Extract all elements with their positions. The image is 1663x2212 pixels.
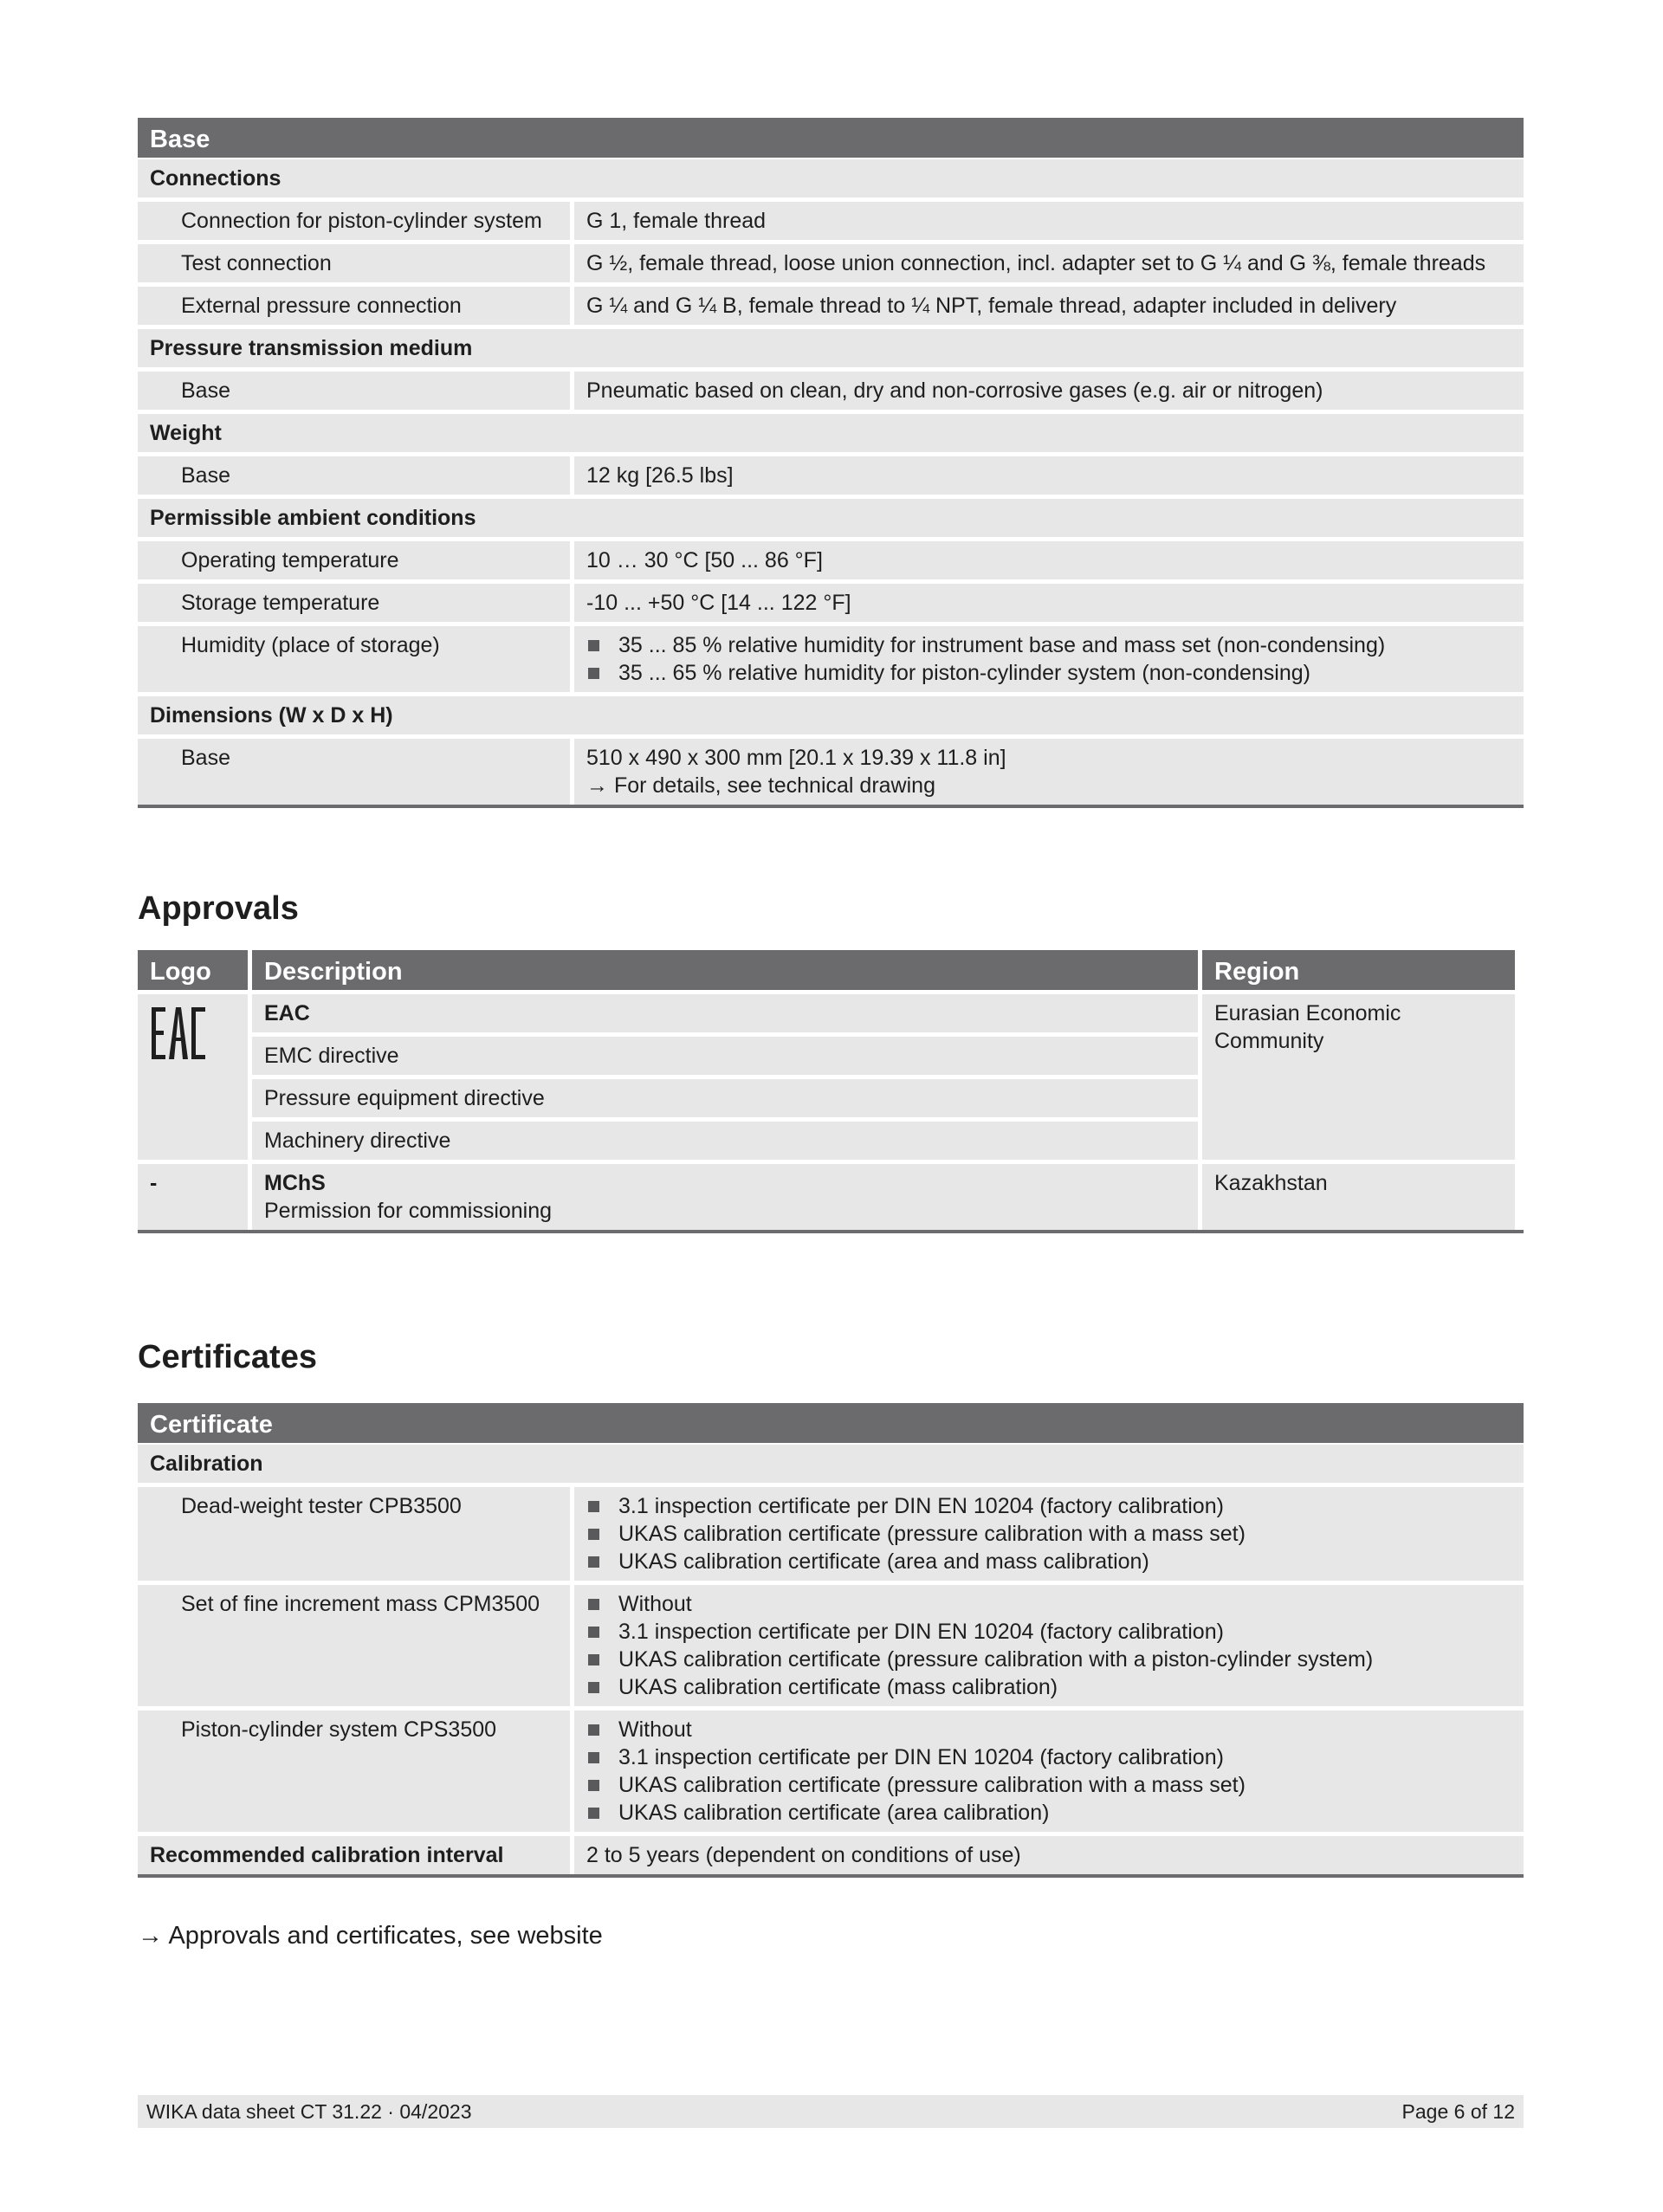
mchs-region: Kazakhstan bbox=[1202, 1164, 1515, 1230]
spec-row bbox=[138, 1585, 1524, 1706]
spec-label: Set of fine increment mass CPM3500 bbox=[138, 1585, 574, 1706]
footer-doc-id: WIKA data sheet CT 31.22 · 04/2023 bbox=[146, 2100, 472, 2123]
humidity-list bbox=[586, 631, 1524, 687]
spec-row bbox=[138, 372, 1524, 410]
calibration-group-row bbox=[138, 1445, 1524, 1483]
list-item: UKAS calibration certificate (pressure calibration with a mass set) bbox=[586, 1771, 1524, 1799]
directive-cell: EMC directive bbox=[252, 1037, 1198, 1075]
approvals-table bbox=[133, 946, 1519, 1234]
medium-title: Pressure transmission medium bbox=[138, 329, 1524, 367]
eac-logo-cell bbox=[138, 994, 248, 1160]
spec-value: Pneumatic based on clean, dry and non-corrosive gases (e.g. air or nitrogen) bbox=[574, 372, 1524, 410]
technical-drawing-note: → For details, see technical drawing bbox=[586, 773, 935, 798]
spec-label: Operating temperature bbox=[138, 541, 574, 579]
col-region-header: Region bbox=[1202, 950, 1515, 990]
spec-value bbox=[574, 1711, 1524, 1832]
spec-value: 12 kg [26.5 lbs] bbox=[574, 456, 1524, 495]
connections-group-row bbox=[138, 159, 1524, 197]
directive-cell: Pressure equipment directive bbox=[252, 1079, 1198, 1117]
spec-value bbox=[574, 1585, 1524, 1706]
list-item: UKAS calibration certificate (pressure calibration with a mass set) bbox=[586, 1520, 1524, 1548]
list-item: 3.1 inspection certificate per DIN EN 10204 (factory calibration) bbox=[586, 1743, 1524, 1771]
eac-logo bbox=[150, 1005, 207, 1062]
page-footer bbox=[138, 2095, 1524, 2128]
spec-row bbox=[138, 584, 1524, 622]
spec-row bbox=[138, 1836, 1524, 1874]
directive-cell: Machinery directive bbox=[252, 1122, 1198, 1160]
calibration-title: Calibration bbox=[138, 1445, 1524, 1483]
list-item: UKAS calibration certificate (pressure calibration with a piston-cylinder system) bbox=[586, 1646, 1524, 1673]
spec-value bbox=[574, 739, 1524, 805]
spec-row bbox=[138, 626, 1524, 692]
list-item: UKAS calibration certificate (area and mass calibration) bbox=[586, 1548, 1524, 1575]
approvals-header-row bbox=[138, 950, 1515, 990]
mchs-logo-cell: - bbox=[138, 1164, 248, 1230]
ambient-title: Permissible ambient conditions bbox=[138, 499, 1524, 537]
mchs-subtitle: Permission for commissioning bbox=[264, 1199, 553, 1223]
spec-row bbox=[138, 541, 1524, 579]
spec-label: External pressure connection bbox=[138, 287, 574, 325]
list-item: 3.1 inspection certificate per DIN EN 10204 (factory calibration) bbox=[586, 1618, 1524, 1646]
approvals-heading: Approvals bbox=[138, 890, 299, 927]
spec-value bbox=[574, 1487, 1524, 1581]
spec-label: Test connection bbox=[138, 244, 574, 282]
ambient-group-row bbox=[138, 499, 1524, 537]
table-end-rule bbox=[138, 1230, 1524, 1233]
spec-row bbox=[138, 202, 1524, 240]
certificate-list bbox=[586, 1590, 1524, 1701]
table-row bbox=[138, 994, 1515, 1032]
spec-row bbox=[138, 244, 1524, 282]
list-item: UKAS calibration certificate (area calibration) bbox=[586, 1799, 1524, 1827]
list-item: 35 ... 65 % relative humidity for piston-cylinder system (non-condensing) bbox=[586, 659, 1524, 687]
col-logo-header: Logo bbox=[138, 950, 248, 990]
approvals-section bbox=[138, 950, 1524, 1233]
spec-label: Connection for piston-cylinder system bbox=[138, 202, 574, 240]
certificates-heading: Certificates bbox=[138, 1339, 317, 1375]
spec-value bbox=[574, 626, 1524, 692]
spec-label: Base bbox=[138, 739, 574, 805]
base-header: Base bbox=[138, 118, 1524, 158]
spec-row bbox=[138, 1711, 1524, 1832]
spec-value: G ½, female thread, loose union connection, incl. adapter set to G ¼ and G ⅜, female threads bbox=[574, 244, 1524, 282]
spec-label: Base bbox=[138, 372, 574, 410]
interval-label: Recommended calibration interval bbox=[138, 1836, 574, 1874]
spec-label: Humidity (place of storage) bbox=[138, 626, 574, 692]
spec-row bbox=[138, 287, 1524, 325]
spec-value: G ¼ and G ¼ B, female thread to ¼ NPT, female thread, adapter included in delivery bbox=[574, 287, 1524, 325]
spec-row bbox=[138, 456, 1524, 495]
website-note: → Approvals and certificates, see website bbox=[138, 1922, 603, 1950]
weight-group-row bbox=[138, 414, 1524, 452]
spec-row bbox=[138, 739, 1524, 805]
dimensions-title: Dimensions (W x D x H) bbox=[138, 696, 1524, 734]
mchs-description bbox=[252, 1164, 1198, 1230]
spec-label: Piston-cylinder system CPS3500 bbox=[138, 1711, 574, 1832]
certificate-list bbox=[586, 1492, 1524, 1575]
list-item: Without bbox=[586, 1590, 1524, 1618]
list-item: 3.1 inspection certificate per DIN EN 10204 (factory calibration) bbox=[586, 1492, 1524, 1520]
spec-value: G 1, female thread bbox=[574, 202, 1524, 240]
list-item: 35 ... 85 % relative humidity for instrument base and mass set (non-condensing) bbox=[586, 631, 1524, 659]
col-description-header: Description bbox=[252, 950, 1198, 990]
spec-value: 10 … 30 °C [50 ... 86 °F] bbox=[574, 541, 1524, 579]
dimensions-value: 510 x 490 x 300 mm [20.1 x 19.39 x 11.8 in] bbox=[586, 746, 1006, 770]
mchs-title: MChS bbox=[264, 1171, 326, 1195]
footer-page-number: Page 6 of 12 bbox=[1401, 2100, 1515, 2123]
list-item: Without bbox=[586, 1716, 1524, 1743]
connections-title: Connections bbox=[138, 159, 1524, 197]
certificates-section bbox=[138, 1403, 1524, 1878]
weight-title: Weight bbox=[138, 414, 1524, 452]
spec-label: Dead-weight tester CPB3500 bbox=[138, 1487, 574, 1581]
certificates-table bbox=[138, 1440, 1524, 1879]
certificate-header: Certificate bbox=[138, 1403, 1524, 1443]
interval-value: 2 to 5 years (dependent on conditions of use) bbox=[574, 1836, 1524, 1874]
eac-title: EAC bbox=[252, 994, 1198, 1032]
base-section bbox=[138, 118, 1524, 808]
dimensions-group-row bbox=[138, 696, 1524, 734]
spec-value: -10 ... +50 °C [14 ... 122 °F] bbox=[574, 584, 1524, 622]
eac-region: Eurasian Economic Community bbox=[1202, 994, 1515, 1160]
spec-label: Base bbox=[138, 456, 574, 495]
table-end-rule bbox=[138, 1874, 1524, 1878]
base-table bbox=[138, 155, 1524, 809]
spec-label: Storage temperature bbox=[138, 584, 574, 622]
certificate-list bbox=[586, 1716, 1524, 1827]
medium-group-row bbox=[138, 329, 1524, 367]
table-end-rule bbox=[138, 805, 1524, 808]
list-item: UKAS calibration certificate (mass calibration) bbox=[586, 1673, 1524, 1701]
table-row bbox=[138, 1164, 1515, 1230]
spec-row bbox=[138, 1487, 1524, 1581]
